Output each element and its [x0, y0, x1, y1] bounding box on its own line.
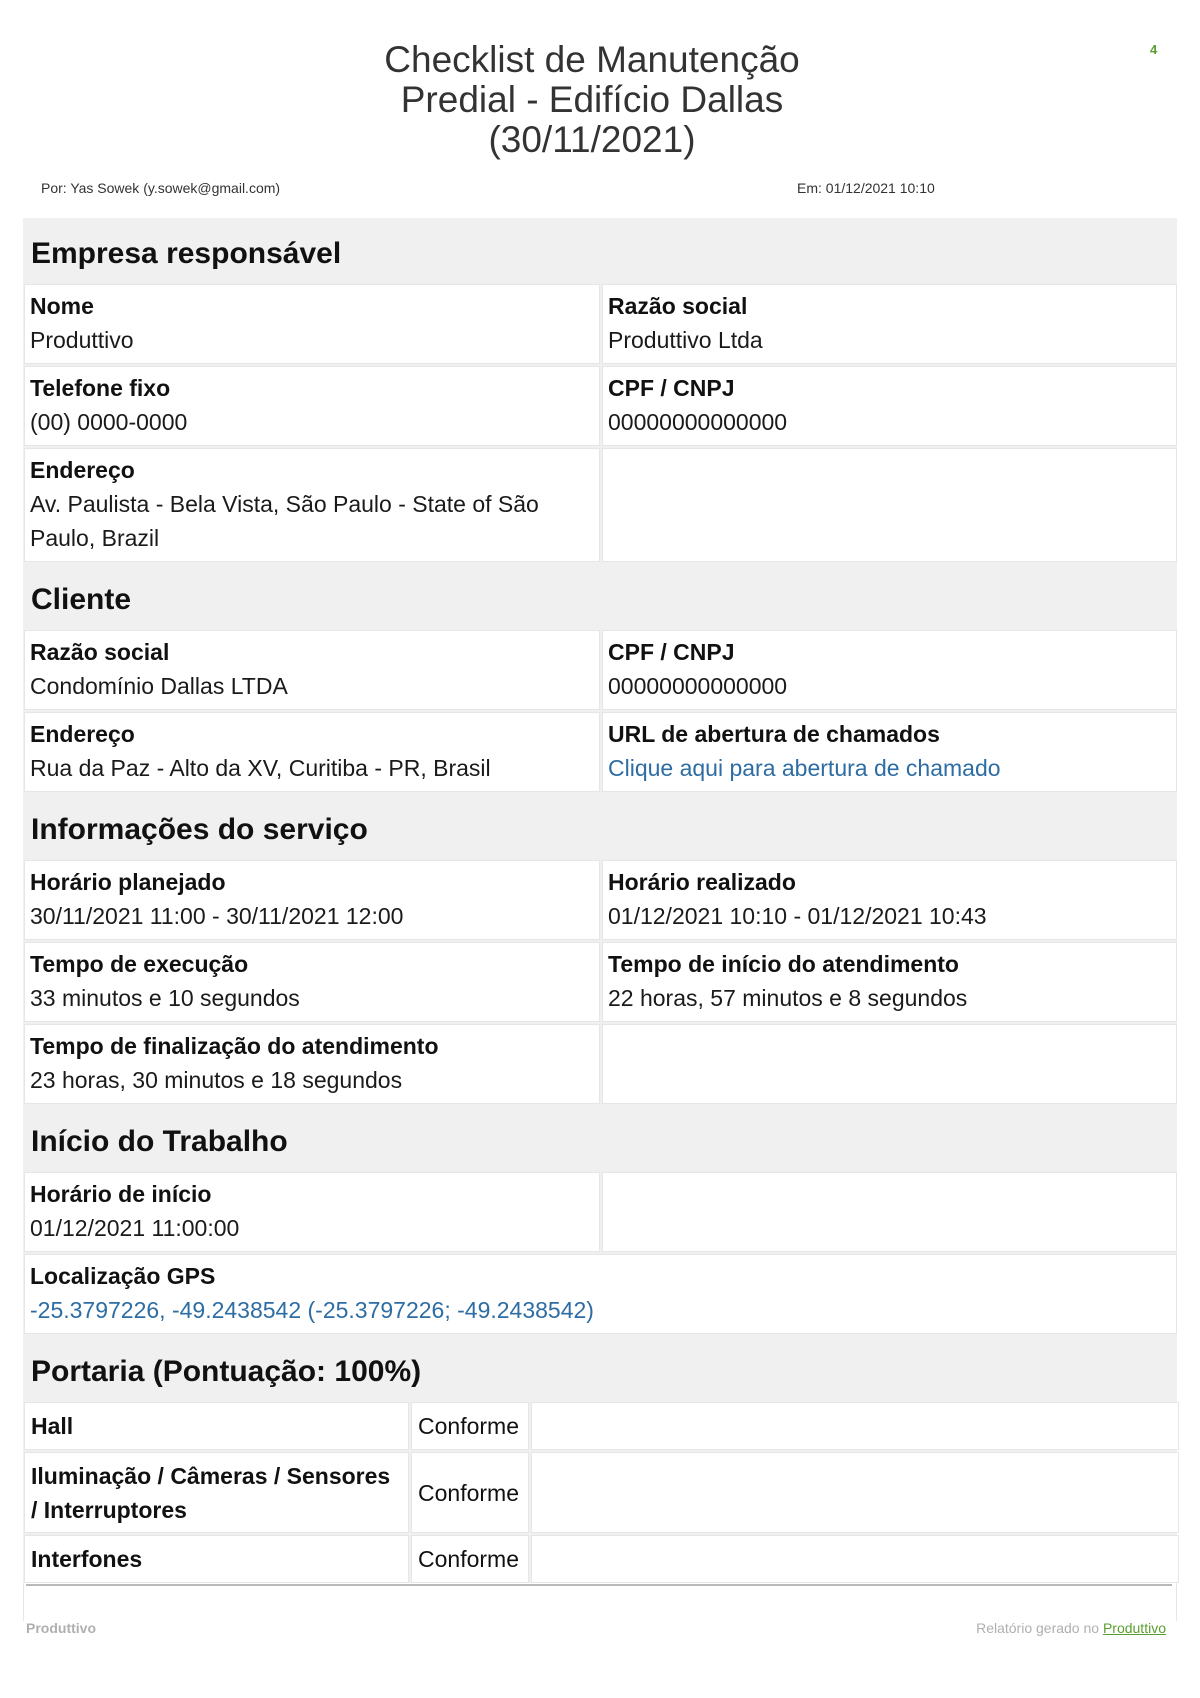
- gps-location-link[interactable]: -25.3797226, -49.2438542 (-25.3797226; -49.2438542): [30, 1297, 594, 1323]
- field-label: Nome: [30, 293, 94, 319]
- section-portaria: [23, 1336, 1177, 1583]
- field-label: CPF / CNPJ: [608, 639, 735, 665]
- checklist-item-label: Hall: [24, 1402, 409, 1450]
- checklist-item-status: Conforme: [411, 1402, 529, 1450]
- checklist-item-note: [531, 1535, 1179, 1583]
- section-title-cliente: Cliente: [31, 583, 132, 616]
- portaria-checklist: [24, 1402, 1176, 1583]
- field-label: Tempo de execução: [30, 951, 249, 977]
- field-tempo-execucao: [24, 942, 600, 1022]
- section-title-portaria: Portaria (Pontuação: 100%): [31, 1355, 422, 1388]
- checklist-item-note: [531, 1402, 1179, 1450]
- field-horario-realizado: [602, 860, 1177, 940]
- field-label: Horário de início: [30, 1181, 212, 1207]
- field-value: Produttivo: [30, 327, 134, 353]
- footer-produttivo-link[interactable]: Produttivo: [1102, 1620, 1166, 1636]
- field-razao-social: [24, 630, 600, 710]
- field-value: 23 horas, 30 minutos e 18 segundos: [30, 1067, 403, 1093]
- field-horario-planejado: [24, 860, 600, 940]
- section-servico: [23, 794, 1177, 1106]
- title-line-1: Checklist de Manutenção: [384, 39, 800, 80]
- field-cpf-cnpj: [602, 630, 1177, 710]
- field-label: CPF / CNPJ: [608, 375, 735, 401]
- field-value: 30/11/2021 11:00 - 30/11/2021 12:00: [30, 903, 404, 929]
- checklist-item-label: Interfones: [24, 1535, 409, 1583]
- field-label: URL de abertura de chamados: [608, 721, 940, 747]
- page-number: 4: [1150, 42, 1158, 57]
- open-ticket-link[interactable]: Clique aqui para abertura de chamado: [608, 755, 1001, 781]
- field-value: 22 horas, 57 minutos e 8 segundos: [608, 985, 968, 1011]
- section-cliente: [23, 564, 1177, 794]
- report-body: [23, 218, 1177, 1621]
- footer-divider: [26, 1584, 1172, 1586]
- field-label: Razão social: [30, 639, 170, 665]
- author-info: Por: Yas Sowek (y.sowek@gmail.com): [41, 180, 281, 196]
- field-telefone: [24, 366, 600, 446]
- checklist-item-note: [531, 1452, 1179, 1533]
- field-value: 00000000000000: [608, 409, 788, 435]
- footer-brand: Produttivo: [26, 1620, 96, 1636]
- cliente-fields: [24, 630, 1176, 794]
- checklist-item-label: Iluminação / Câmeras / Sensores / Interruptores: [24, 1452, 409, 1533]
- field-value: 01/12/2021 10:10 - 01/12/2021 10:43: [608, 903, 987, 929]
- empresa-fields: [24, 284, 1176, 564]
- field-tempo-finalizacao: [24, 1024, 600, 1104]
- field-cpf-cnpj: [602, 366, 1177, 446]
- generated-date: Em: 01/12/2021 10:10: [797, 180, 935, 196]
- field-tempo-inicio-atendimento: [602, 942, 1177, 1022]
- field-label: Tempo de finalização do atendimento: [30, 1033, 439, 1059]
- field-razao-social: [602, 284, 1177, 364]
- field-value: (00) 0000-0000: [30, 409, 188, 435]
- checklist-item-status: Conforme: [411, 1452, 529, 1533]
- footer-generated-text: Relatório gerado no: [976, 1620, 1103, 1636]
- field-label: Telefone fixo: [30, 375, 171, 401]
- field-label: Localização GPS: [30, 1263, 216, 1289]
- field-horario-inicio: [24, 1172, 600, 1252]
- checklist-item-status: Conforme: [411, 1535, 529, 1583]
- section-title-servico: Informações do serviço: [31, 813, 368, 846]
- empty-cell: [602, 1024, 1177, 1104]
- page-break-continuation: [23, 1583, 1177, 1621]
- empty-cell: [602, 448, 1177, 562]
- title-line-2: Predial - Edifício Dallas: [400, 79, 784, 120]
- field-localizacao-gps: [24, 1254, 1177, 1334]
- empty-cell: [602, 1172, 1177, 1252]
- field-label: Endereço: [30, 721, 135, 747]
- field-value: 33 minutos e 10 segundos: [30, 985, 300, 1011]
- field-endereco: [24, 448, 600, 562]
- section-title-inicio-trabalho: Início do Trabalho: [31, 1125, 288, 1158]
- field-value: Rua da Paz - Alto da XV, Curitiba - PR, Brasil: [30, 755, 491, 781]
- field-label: Tempo de início do atendimento: [608, 951, 959, 977]
- field-value: Produttivo Ltda: [608, 327, 763, 353]
- section-title-empresa: Empresa responsável: [31, 237, 342, 270]
- document-title: [300, 40, 884, 160]
- footer-generated: [976, 1620, 1166, 1636]
- field-endereco: [24, 712, 600, 792]
- field-url-chamados: [602, 712, 1177, 792]
- servico-fields: [24, 860, 1176, 1106]
- title-line-3: (30/11/2021): [488, 119, 696, 160]
- field-value: 01/12/2021 11:00:00: [30, 1215, 240, 1241]
- field-label: Horário planejado: [30, 869, 226, 895]
- field-value: Condomínio Dallas LTDA: [30, 673, 288, 699]
- field-value: Av. Paulista - Bela Vista, São Paulo - State of São Paulo, Brazil: [30, 491, 539, 551]
- section-inicio-trabalho: [23, 1106, 1177, 1336]
- field-label: Endereço: [30, 457, 135, 483]
- section-empresa: [23, 218, 1177, 564]
- field-value: 00000000000000: [608, 673, 788, 699]
- field-nome: [24, 284, 600, 364]
- field-label: Horário realizado: [608, 869, 796, 895]
- field-label: Razão social: [608, 293, 748, 319]
- inicio-trabalho-fields: [24, 1172, 1176, 1336]
